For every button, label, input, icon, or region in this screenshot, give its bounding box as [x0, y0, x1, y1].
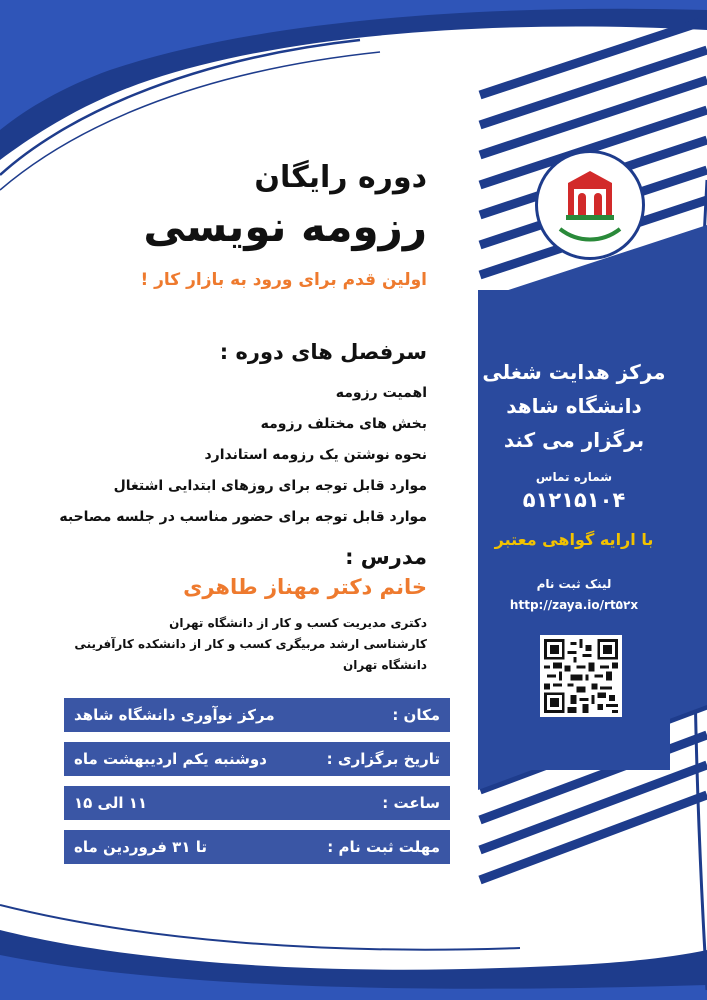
info-label: مهلت ثبت نام : [327, 838, 440, 856]
university-logo [535, 150, 645, 260]
topics-title: سرفصل های دوره : [219, 340, 427, 364]
organizer-line: مرکز هدایت شغلی [482, 360, 666, 384]
info-value: ۱۱ الی ۱۵ [74, 794, 148, 812]
teacher-credentials [47, 613, 427, 676]
info-value: مرکز نوآوری دانشگاه شاهد [74, 706, 275, 724]
credential-line: دانشگاه تهران [343, 658, 427, 672]
list-item: بخش های مختلف رزومه [260, 416, 427, 432]
info-label: ساعت : [382, 794, 440, 812]
phone-number: ۵۱۲۱۵۱۰۴ [522, 488, 626, 512]
registration-link[interactable]: http://zaya.io/rt۵۲x [509, 598, 639, 612]
credential-line: دکتری مدیریت کسب و کار از دانشگاه تهران [169, 616, 427, 630]
course-title: رزومه نویسی [143, 202, 427, 251]
info-bar-date [64, 742, 450, 776]
course-subtitle: دوره رایگان [254, 160, 427, 195]
topics-list [59, 378, 427, 533]
organizer-line: دانشگاه شاهد [506, 394, 642, 418]
link-label: لینک ثبت نام [536, 577, 612, 591]
teacher-title: مدرس : [345, 545, 427, 569]
list-item: موارد قابل توجه برای حضور مناسب در جلسه مصاحبه [59, 509, 427, 525]
info-value: تا ۳۱ فروردین ماه [74, 838, 207, 856]
info-label: مکان : [392, 706, 440, 724]
teacher-name: خانم دکتر مهناز طاهری [183, 575, 427, 599]
certificate-note: با ارایه گواهی معتبر [494, 530, 654, 549]
organizer-block [478, 355, 670, 457]
phone-label: شماره تماس [535, 470, 613, 484]
info-label: تاریخ برگزاری : [326, 750, 440, 768]
list-item: نحوه نوشتن یک رزومه استاندارد [204, 447, 427, 463]
list-item: اهمیت رزومه [335, 385, 427, 401]
info-bar-deadline [64, 830, 450, 864]
info-bar-location [64, 698, 450, 732]
info-value: دوشنبه یکم اردیبهشت ماه [74, 750, 267, 768]
credential-line: کارشناسی ارشد مربیگری کسب و کار از دانشکده کارآفرینی [74, 637, 427, 651]
organizer-line: برگزار می کند [503, 428, 645, 452]
list-item: موارد قابل توجه برای روزهای ابتدایی اشتغال [113, 478, 427, 494]
qr-code-icon[interactable] [540, 635, 622, 717]
info-bar-time [64, 786, 450, 820]
tagline: اولین قدم برای ورود به بازار کار ! [140, 270, 427, 290]
